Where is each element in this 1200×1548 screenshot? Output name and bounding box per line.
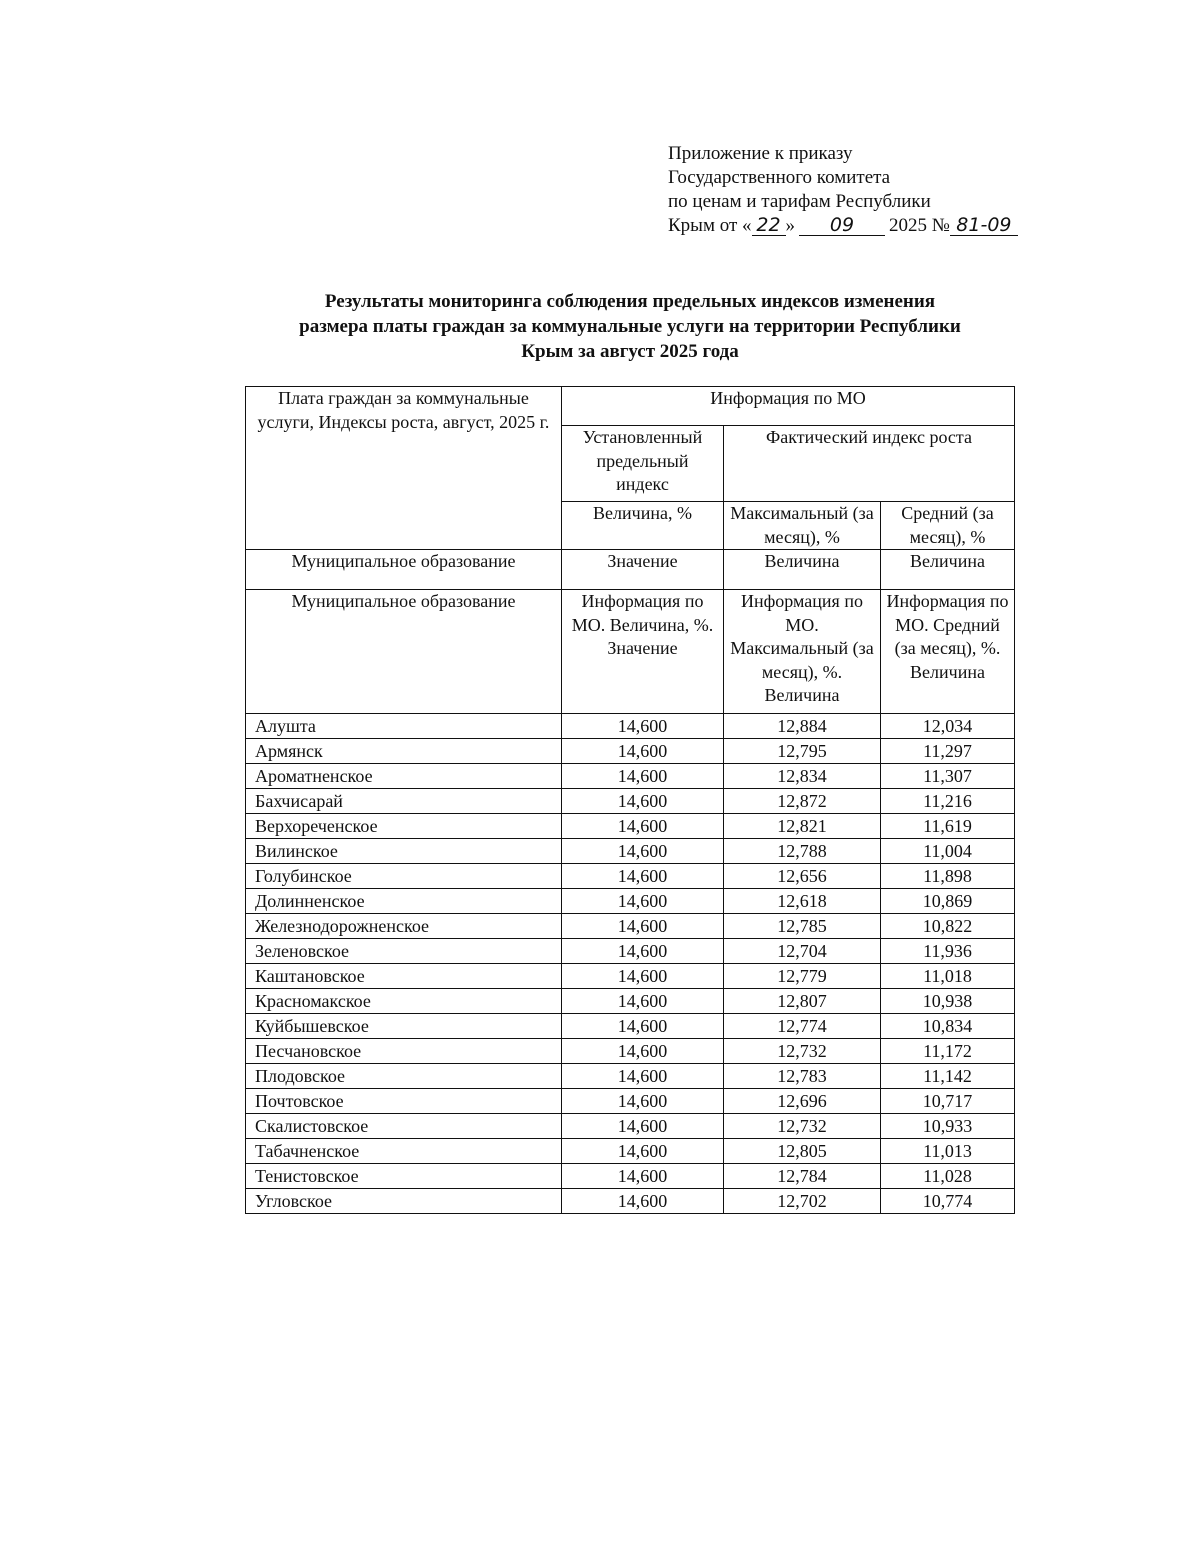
mo-name-cell: Голубинское xyxy=(246,864,562,889)
table-row xyxy=(246,914,1015,939)
limit-value-cell: 14,600 xyxy=(562,1114,724,1139)
mo-name-cell: Почтовское xyxy=(246,1089,562,1114)
limit-value-cell: 14,600 xyxy=(562,864,724,889)
table-row xyxy=(246,1064,1015,1089)
table-row xyxy=(246,964,1015,989)
order-number-handwritten: 81-09 xyxy=(950,215,1018,236)
date-mid: » xyxy=(785,215,796,236)
max-value-cell: 12,656 xyxy=(724,864,881,889)
established-header: Установленный предельный индекс xyxy=(562,426,724,502)
mo-name-cell: Верхореченское xyxy=(246,814,562,839)
appendix-line-1: Приложение к приказу xyxy=(668,143,853,164)
max-value-cell: 12,704 xyxy=(724,939,881,964)
max-value-cell: 12,618 xyxy=(724,889,881,914)
max-value-cell: 12,872 xyxy=(724,789,881,814)
limit-value-cell: 14,600 xyxy=(562,764,724,789)
mo-name-cell: Табачненское xyxy=(246,1139,562,1164)
table-row xyxy=(246,864,1015,889)
limit-value-cell: 14,600 xyxy=(562,789,724,814)
table-row xyxy=(246,1189,1015,1214)
table-row xyxy=(246,1164,1015,1189)
limit-value-cell: 14,600 xyxy=(562,1164,724,1189)
avg-value-cell: 10,938 xyxy=(881,989,1015,1014)
avg-value-cell: 10,822 xyxy=(881,914,1015,939)
combined-header-1: Информация по МО. Величина, %. Значение xyxy=(562,590,724,714)
limit-value-cell: 14,600 xyxy=(562,1014,724,1039)
date-year: 2025 № xyxy=(889,215,950,236)
avg-value-cell: 11,004 xyxy=(881,839,1015,864)
table-row xyxy=(246,1089,1015,1114)
mo-name-cell: Зеленовское xyxy=(246,939,562,964)
appendix-line-3: по ценам и тарифам Республики xyxy=(668,191,931,212)
value-pct-header: Величина, % xyxy=(562,502,724,550)
title-line-1: Результаты мониторинга соблюдения предельных индексов изменения xyxy=(324,291,936,312)
mo-name-cell: Долинненское xyxy=(246,889,562,914)
mo-name-cell: Угловское xyxy=(246,1189,562,1214)
limit-value-cell: 14,600 xyxy=(562,889,724,914)
avg-value-cell: 10,774 xyxy=(881,1189,1015,1214)
max-value-cell: 12,795 xyxy=(724,739,881,764)
max-value-cell: 12,774 xyxy=(724,1014,881,1039)
table-row xyxy=(246,889,1015,914)
max-value-cell: 12,807 xyxy=(724,989,881,1014)
appendix-line-2: Государственного комитета xyxy=(668,167,891,188)
limit-value-cell: 14,600 xyxy=(562,1089,724,1114)
limit-value-cell: 14,600 xyxy=(562,814,724,839)
max-value-cell: 12,702 xyxy=(724,1189,881,1214)
limit-value-cell: 14,600 xyxy=(562,914,724,939)
avg-value-cell: 11,307 xyxy=(881,764,1015,789)
avg-value-cell: 11,297 xyxy=(881,739,1015,764)
table-row xyxy=(246,1039,1015,1064)
title-line-3: Крым за август 2025 года xyxy=(521,341,739,362)
limit-value-cell: 14,600 xyxy=(562,1139,724,1164)
velichina-label-1: Величина xyxy=(724,550,881,590)
table-header xyxy=(246,387,1015,714)
limit-value-cell: 14,600 xyxy=(562,1039,724,1064)
mo-name-cell: Железнодорожненское xyxy=(246,914,562,939)
avg-value-cell: 11,619 xyxy=(881,814,1015,839)
table-body xyxy=(246,714,1015,1214)
table-row xyxy=(246,739,1015,764)
mo-label: Муниципальное образование xyxy=(246,550,562,590)
max-value-cell: 12,732 xyxy=(724,1039,881,1064)
avg-value-cell: 10,933 xyxy=(881,1114,1015,1139)
mo-name-cell: Ароматненское xyxy=(246,764,562,789)
max-value-cell: 12,785 xyxy=(724,914,881,939)
table-row xyxy=(246,839,1015,864)
mo-name-cell: Каштановское xyxy=(246,964,562,989)
mo-name-cell: Алушта xyxy=(246,714,562,739)
limit-value-cell: 14,600 xyxy=(562,739,724,764)
avg-value-cell: 10,869 xyxy=(881,889,1015,914)
mo-name-cell: Бахчисарай xyxy=(246,789,562,814)
avg-value-cell: 11,142 xyxy=(881,1064,1015,1089)
avg-value-cell: 11,172 xyxy=(881,1039,1015,1064)
limit-value-cell: 14,600 xyxy=(562,1064,724,1089)
limit-value-cell: 14,600 xyxy=(562,964,724,989)
avg-header: Средний (за месяц), % xyxy=(881,502,1015,550)
date-month-handwritten: 09 xyxy=(799,215,885,236)
mo-label-2: Муниципальное образование xyxy=(246,590,562,714)
max-value-cell: 12,884 xyxy=(724,714,881,739)
table-row xyxy=(246,1114,1015,1139)
actual-header: Фактический индекс роста xyxy=(724,426,1015,502)
avg-value-cell: 12,034 xyxy=(881,714,1015,739)
info-header: Информация по МО xyxy=(562,387,1015,426)
corner-header: Плата граждан за коммунальные услуги, Индексы роста, август, 2025 г. xyxy=(246,387,562,550)
max-value-cell: 12,783 xyxy=(724,1064,881,1089)
max-value-cell: 12,732 xyxy=(724,1114,881,1139)
table-row xyxy=(246,764,1015,789)
table-row xyxy=(246,1014,1015,1039)
limit-value-cell: 14,600 xyxy=(562,839,724,864)
velichina-label-2: Величина xyxy=(881,550,1015,590)
monitoring-table xyxy=(245,386,1015,1214)
table-row xyxy=(246,939,1015,964)
avg-value-cell: 10,834 xyxy=(881,1014,1015,1039)
mo-name-cell: Куйбышевское xyxy=(246,1014,562,1039)
znachenie-label: Значение xyxy=(562,550,724,590)
max-value-cell: 12,784 xyxy=(724,1164,881,1189)
combined-header-3: Информация по МО. Средний (за месяц), %. Величина xyxy=(881,590,1015,714)
limit-value-cell: 14,600 xyxy=(562,1189,724,1214)
max-value-cell: 12,821 xyxy=(724,814,881,839)
mo-name-cell: Тенистовское xyxy=(246,1164,562,1189)
date-day-handwritten: 22 xyxy=(752,215,786,236)
mo-name-cell: Вилинское xyxy=(246,839,562,864)
avg-value-cell: 11,028 xyxy=(881,1164,1015,1189)
limit-value-cell: 14,600 xyxy=(562,939,724,964)
mo-name-cell: Скалистовское xyxy=(246,1114,562,1139)
max-value-cell: 12,805 xyxy=(724,1139,881,1164)
avg-value-cell: 11,936 xyxy=(881,939,1015,964)
avg-value-cell: 11,898 xyxy=(881,864,1015,889)
limit-value-cell: 14,600 xyxy=(562,714,724,739)
avg-value-cell: 10,717 xyxy=(881,1089,1015,1114)
max-header: Максимальный (за месяц), % xyxy=(724,502,881,550)
max-value-cell: 12,788 xyxy=(724,839,881,864)
max-value-cell: 12,779 xyxy=(724,964,881,989)
mo-name-cell: Песчановское xyxy=(246,1039,562,1064)
max-value-cell: 12,696 xyxy=(724,1089,881,1114)
title-line-2: размера платы граждан за коммунальные услуги на территории Республики xyxy=(299,316,961,337)
table-row xyxy=(246,789,1015,814)
table-row xyxy=(246,714,1015,739)
avg-value-cell: 11,216 xyxy=(881,789,1015,814)
mo-name-cell: Красномакское xyxy=(246,989,562,1014)
document-title xyxy=(230,289,1030,364)
avg-value-cell: 11,018 xyxy=(881,964,1015,989)
limit-value-cell: 14,600 xyxy=(562,989,724,1014)
mo-name-cell: Плодовское xyxy=(246,1064,562,1089)
avg-value-cell: 11,013 xyxy=(881,1139,1015,1164)
table-row xyxy=(246,1139,1015,1164)
appendix-date-line xyxy=(668,214,1048,238)
max-value-cell: 12,834 xyxy=(724,764,881,789)
mo-name-cell: Армянск xyxy=(246,739,562,764)
appendix-block xyxy=(668,142,1048,238)
table-row xyxy=(246,989,1015,1014)
table-row xyxy=(246,814,1015,839)
date-prefix: Крым от « xyxy=(668,215,752,236)
combined-header-2: Информация по МО. Максимальный (за месяц), %. Величина xyxy=(724,590,881,714)
